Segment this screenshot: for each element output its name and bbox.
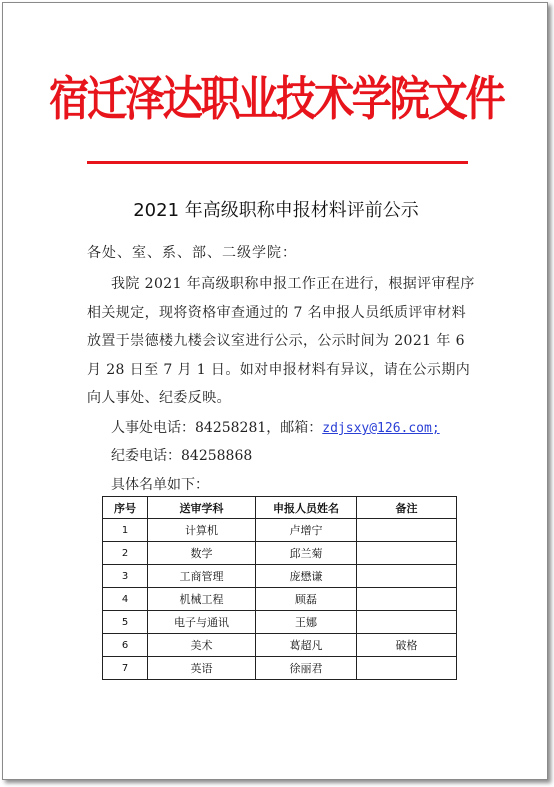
column-header-name: 申报人员姓名 bbox=[256, 497, 357, 519]
document-page bbox=[2, 2, 548, 780]
table-row bbox=[103, 519, 457, 542]
column-header-no: 序号 bbox=[103, 497, 148, 519]
row-name: 葛超凡 bbox=[256, 634, 357, 657]
row-no: 5 bbox=[103, 611, 148, 634]
institution-header-title: 宿迁泽达职业技术学院文件 bbox=[48, 72, 504, 127]
body-line-1: 我院 2021 年高级职称申报工作正在进行，根据评审程序 bbox=[111, 276, 475, 292]
row-note bbox=[357, 542, 457, 565]
table-row bbox=[103, 657, 457, 680]
applicant-table bbox=[102, 496, 457, 680]
row-subject: 美术 bbox=[148, 634, 256, 657]
table-row bbox=[103, 611, 457, 634]
row-no: 4 bbox=[103, 588, 148, 611]
row-name: 顾磊 bbox=[256, 588, 357, 611]
table-row bbox=[103, 565, 457, 588]
row-name: 庞懋谦 bbox=[256, 565, 357, 588]
row-subject: 工商管理 bbox=[148, 565, 256, 588]
body-line-3: 放置于崇德楼九楼会议室进行公示，公示时间为 2021 年 6 bbox=[87, 333, 465, 349]
row-name: 邱兰菊 bbox=[256, 542, 357, 565]
row-name: 卢增宁 bbox=[256, 519, 357, 542]
discipline-contact-line: 纪委电话：84258868 bbox=[111, 448, 253, 464]
column-header-subject: 送审学科 bbox=[148, 497, 256, 519]
row-note bbox=[357, 588, 457, 611]
row-no: 7 bbox=[103, 657, 148, 680]
row-name: 徐丽君 bbox=[256, 657, 357, 680]
row-no: 2 bbox=[103, 542, 148, 565]
red-divider-line bbox=[87, 161, 468, 164]
row-note bbox=[357, 611, 457, 634]
body-line-5: 向人事处、纪委反映。 bbox=[87, 390, 231, 406]
body-line-2: 相关规定，现将资格审查通过的 7 名申报人员纸质评审材料 bbox=[87, 305, 467, 321]
row-subject: 英语 bbox=[148, 657, 256, 680]
column-header-note: 备注 bbox=[357, 497, 457, 519]
list-intro: 具体名单如下： bbox=[111, 477, 209, 493]
row-note bbox=[357, 519, 457, 542]
row-subject: 电子与通讯 bbox=[148, 611, 256, 634]
table-row bbox=[103, 588, 457, 611]
salutation: 各处、室、系、部、二级学院： bbox=[87, 245, 297, 261]
row-no: 3 bbox=[103, 565, 148, 588]
table-row bbox=[103, 634, 457, 657]
row-no: 1 bbox=[103, 519, 148, 542]
table-row bbox=[103, 542, 457, 565]
hr-email-link[interactable]: zdjsxy@126.com; bbox=[322, 421, 440, 436]
row-note: 破格 bbox=[357, 634, 457, 657]
row-no: 6 bbox=[103, 634, 148, 657]
row-name: 王娜 bbox=[256, 611, 357, 634]
row-subject: 机械工程 bbox=[148, 588, 256, 611]
row-subject: 计算机 bbox=[148, 519, 256, 542]
row-subject: 数学 bbox=[148, 542, 256, 565]
hr-contact-line bbox=[111, 418, 440, 439]
row-note bbox=[357, 565, 457, 588]
hr-contact-label: 人事处电话：84258281，邮箱： bbox=[111, 420, 323, 436]
notice-title: 2021 年高级职称申报材料评前公示 bbox=[133, 200, 419, 221]
table-header-row bbox=[103, 497, 457, 519]
body-line-4: 月 28 日至 7 月 1 日。如对申报材料有异议，请在公示期内 bbox=[87, 362, 471, 378]
row-note bbox=[357, 657, 457, 680]
